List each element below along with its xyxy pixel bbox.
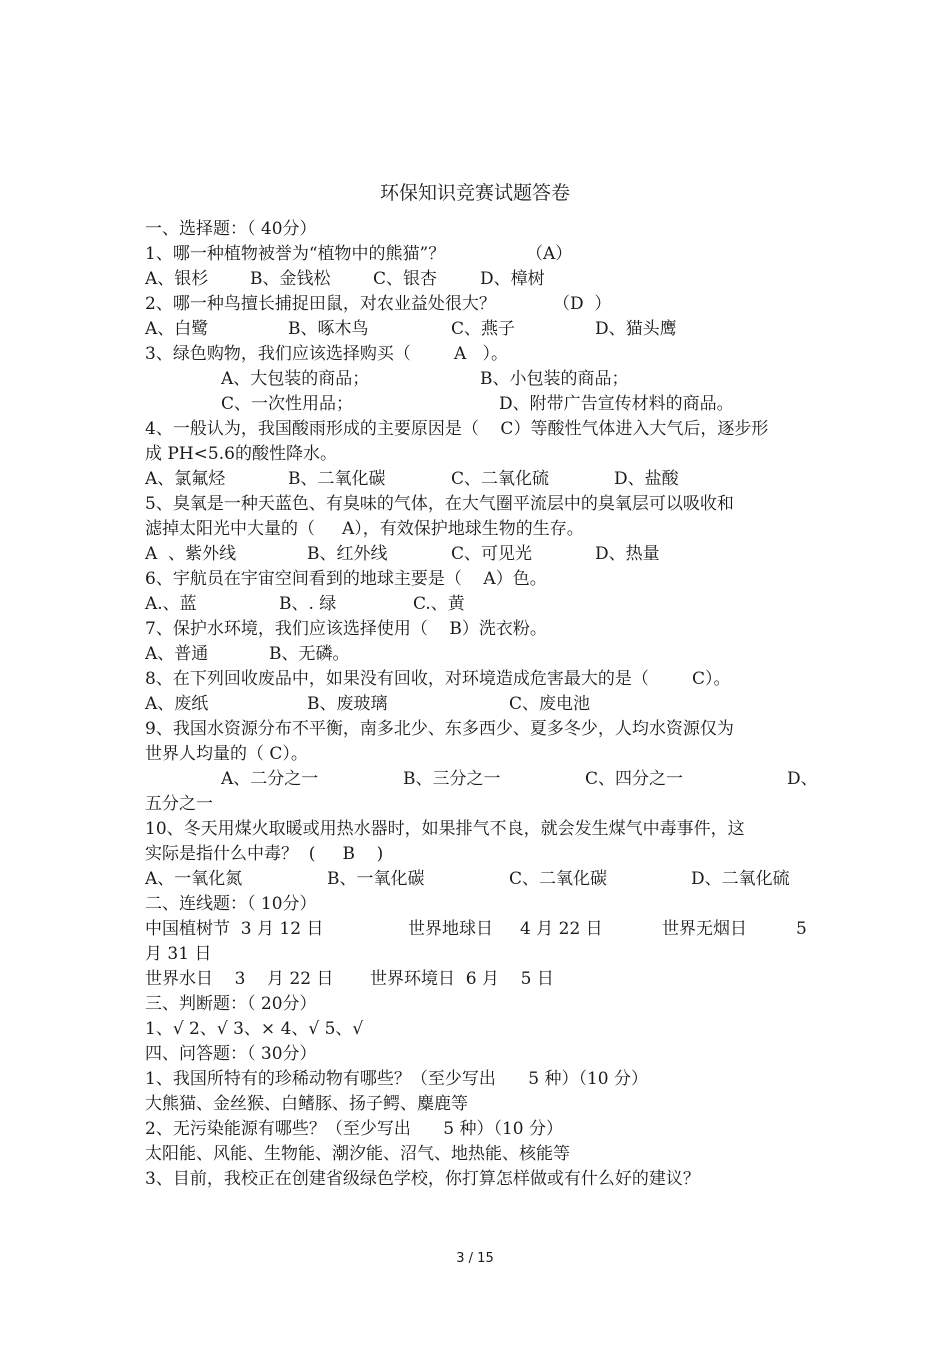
option: A、普通	[145, 644, 209, 664]
question-stem: 9、我国水资源分布不平衡，南多北少、东多西少、夏多冬少，人均水资源仅为	[145, 719, 734, 739]
matching-item-cont: 月 31 日	[145, 944, 212, 964]
option: A、大包装的商品；	[221, 369, 370, 389]
option: C、二氧化碳	[509, 869, 608, 889]
matching-item: 世界水日 3 月 22 日	[145, 969, 334, 989]
answer-mark: （D ）	[553, 294, 612, 314]
option: D、二氧化硫	[691, 869, 790, 889]
answer-mark: （A）	[526, 244, 573, 264]
section-heading-qa: 四、问答题：（ 30分）	[145, 1044, 317, 1064]
question-stem: 5、臭氧是一种天蓝色、有臭味的气体，在大气圈平流层中的臭氧层可以吸收和	[145, 494, 734, 514]
question-stem-cont: 实际是指什么中毒？ ( B )	[145, 844, 384, 864]
option: D、附带广告宣传材料的商品。	[499, 394, 734, 414]
qa-question: 3、目前，我校正在创建省级绿色学校，你打算怎样做或有什么好的建议？	[145, 1169, 700, 1189]
option: B、. 绿	[279, 594, 337, 614]
option: D、	[787, 769, 818, 789]
matching-item: 中国植树节 3 月 12 日	[145, 919, 324, 939]
option: D、猫头鹰	[595, 319, 677, 339]
option: A、银杉	[145, 269, 209, 289]
question-stem-cont: 滤掉太阳光中大量的（ A），有效保护地球生物的生存。	[145, 519, 584, 539]
option: D、樟树	[480, 269, 545, 289]
matching-item: 5	[796, 919, 807, 939]
option-cont: 五分之一	[145, 794, 213, 814]
option: B、二氧化碳	[288, 469, 386, 489]
document-title: 环保知识竞赛试题答卷	[379, 182, 570, 204]
judgement-answers: 1、√ 2、√ 3、× 4、√ 5、√	[145, 1019, 364, 1039]
matching-item: 世界环境日 6 月 5 日	[370, 969, 554, 989]
option: C、二氧化硫	[451, 469, 550, 489]
question-stem: 8、在下列回收废品中，如果没有回收，对环境造成危害最大的是（ C）。	[145, 669, 731, 689]
option: C、一次性用品；	[221, 394, 354, 414]
option: A、白鹭	[145, 319, 209, 339]
option: B、红外线	[307, 544, 388, 564]
question-stem: 4、一般认为，我国酸雨形成的主要原因是（ C）等酸性气体进入大气后，逐步形	[145, 419, 769, 439]
page-number: 3 / 15	[456, 1251, 494, 1266]
option: B、一氧化碳	[327, 869, 425, 889]
question-stem: 1、哪一种植物被誉为“植物中的熊猫”？	[145, 244, 446, 264]
qa-answer: 太阳能、风能、生物能、潮汐能、沼气、地热能、核能等	[145, 1144, 570, 1164]
qa-question: 2、无污染能源有哪些？（至少写出 5 种）（10 分）	[145, 1119, 563, 1139]
question-stem: 3、绿色购物，我们应该选择购买（ A ）。	[145, 344, 509, 364]
question-stem: 10、冬天用煤火取暖或用热水器时，如果排气不良，就会发生煤气中毒事件，这	[145, 819, 745, 839]
option: C、废电池	[509, 694, 591, 714]
option: D、热量	[595, 544, 660, 564]
option: A、废纸	[145, 694, 209, 714]
option: B、三分之一	[403, 769, 501, 789]
option: A、二分之一	[221, 769, 319, 789]
question-stem: 6、宇航员在宇宙空间看到的地球主要是（ A）色。	[145, 569, 547, 589]
question-stem: 2、哪一种鸟擅长捕捉田鼠，对农业益处很大？	[145, 294, 496, 314]
option: B、废玻璃	[307, 694, 388, 714]
matching-item: 世界无烟日	[662, 919, 747, 939]
option: A、一氧化氮	[145, 869, 243, 889]
option: A、氯氟烃	[145, 469, 226, 489]
section-heading-choice: 一、选择题：（ 40分）	[145, 219, 317, 239]
option: C.、黄	[413, 594, 465, 614]
option: A.、蓝	[145, 594, 197, 614]
question-stem: 7、保护水环境，我们应该选择使用（ B）洗衣粉。	[145, 619, 547, 639]
option: C、燕子	[451, 319, 516, 339]
option: A 、紫外线	[145, 544, 237, 564]
section-heading-matching: 二、连线题：（ 10分）	[145, 894, 317, 914]
question-stem-cont: 成 PH<5.6的酸性降水。	[145, 444, 337, 464]
option: B、金钱松	[250, 269, 331, 289]
matching-item: 世界地球日 4 月 22 日	[408, 919, 603, 939]
qa-question: 1、我国所特有的珍稀动物有哪些？（至少写出 5 种）（10 分）	[145, 1069, 648, 1089]
section-heading-judgement: 三、判断题：（ 20分）	[145, 994, 317, 1014]
qa-answer: 大熊猫、金丝猴、白鳍豚、扬子鳄、麋鹿等	[145, 1094, 468, 1114]
option: B、无磷。	[269, 644, 350, 664]
question-stem-cont: 世界人均量的（ C）。	[145, 744, 308, 764]
option: C、银杏	[373, 269, 438, 289]
option: C、四分之一	[585, 769, 684, 789]
option: B、小包装的商品；	[480, 369, 629, 389]
option: C、可见光	[451, 544, 533, 564]
option: D、盐酸	[614, 469, 679, 489]
option: B、啄木鸟	[288, 319, 369, 339]
